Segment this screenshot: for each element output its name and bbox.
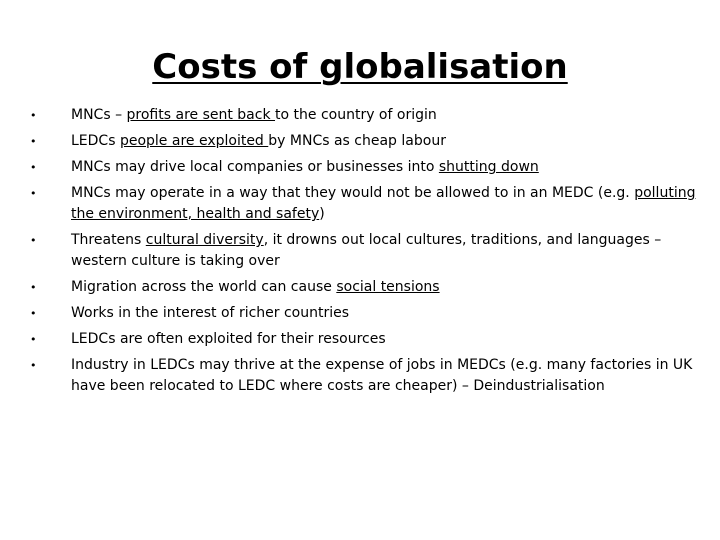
bullet-icon: • bbox=[30, 307, 37, 320]
bullet-text: Migration across the world can cause bbox=[71, 279, 337, 295]
bullet-item-deindustrialisation bbox=[30, 355, 710, 397]
bullet-icon: • bbox=[30, 135, 37, 148]
bullet-text: to the country of origin bbox=[275, 107, 437, 123]
underlined-phrase: polluting the environment, health and safety bbox=[71, 185, 696, 222]
bullet-icon: • bbox=[30, 333, 37, 346]
bullet-icon: • bbox=[30, 161, 37, 174]
bullet-text: Works in the interest of richer countries bbox=[71, 305, 350, 321]
bullet-icon: • bbox=[30, 359, 37, 372]
bullet-item-shutting-down bbox=[30, 157, 710, 178]
bullet-icon: • bbox=[30, 234, 37, 247]
bullet-icon: • bbox=[30, 187, 37, 200]
bullet-item-resources bbox=[30, 329, 710, 350]
bullet-text: LEDCs are often exploited for their resources bbox=[71, 331, 386, 347]
slide-title: Costs of globalisation bbox=[152, 47, 568, 87]
bullet-item-social-tensions bbox=[30, 277, 710, 298]
bullet-text: , it drowns out local cultures, traditions, and languages – western culture is taking over bbox=[71, 232, 662, 269]
bullet-item-richer-countries bbox=[30, 303, 710, 324]
bullet-item-exploited bbox=[30, 131, 710, 152]
underlined-phrase: profits are sent back bbox=[126, 107, 276, 123]
bullet-text: Industry in LEDCs may thrive at the expense of jobs in MEDCs (e.g. many factories in UK have been relocated to LEDC where costs are cheaper) – Deindustrialisation bbox=[71, 357, 693, 394]
bullet-icon: • bbox=[30, 109, 37, 122]
bullet-text: by MNCs as cheap labour bbox=[268, 133, 446, 149]
bullet-item-cultural-diversity bbox=[30, 230, 710, 272]
bullet-icon: • bbox=[30, 281, 37, 294]
underlined-phrase: people are exploited bbox=[119, 133, 269, 149]
bullet-text: ) bbox=[319, 206, 325, 222]
underlined-phrase: social tensions bbox=[336, 279, 440, 295]
bullet-item-profits bbox=[30, 105, 710, 126]
underlined-phrase: cultural diversity bbox=[145, 232, 264, 248]
bullet-item-medc-rules bbox=[30, 183, 710, 225]
bullet-text: MNCs – bbox=[71, 107, 127, 123]
bullet-text: Threatens bbox=[71, 232, 146, 248]
bullet-text: LEDCs bbox=[71, 133, 120, 149]
bullet-list bbox=[30, 105, 710, 402]
bullet-text: MNCs may drive local companies or businesses into bbox=[71, 159, 439, 175]
bullet-text: MNCs may operate in a way that they would not be allowed to in an MEDC (e.g. bbox=[71, 185, 635, 201]
underlined-phrase: shutting down bbox=[438, 159, 539, 175]
